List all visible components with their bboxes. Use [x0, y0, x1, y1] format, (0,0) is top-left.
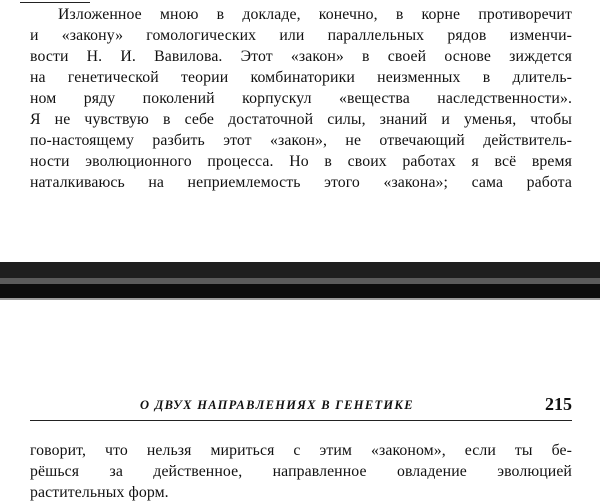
lower-text-line: растительных форм. [30, 484, 169, 501]
page-separator-band [0, 262, 600, 278]
cut-previous-line [20, 0, 90, 3]
running-head-rule [30, 420, 572, 421]
upper-text-line: Изложенное мною в докладе, конечно, в корне противоречит [58, 6, 572, 23]
upper-text-line: и «закону» гомологических или параллельных рядов изменчи- [30, 27, 572, 44]
upper-text-line: Я не чувствую в себе достаточной силы, знаний и уменья, чтобы [30, 111, 572, 128]
page-separator-band [0, 284, 600, 298]
running-head [30, 396, 572, 420]
upper-text-line: по-настоящему разбить этот «закон», не отвечающий действитель- [30, 132, 572, 149]
upper-text-line: вости Н. И. Вавилова. Этот «закон» в своей основе зиждется [30, 48, 572, 65]
upper-text-line: наталкиваюсь на неприемлемость этого «закона»; сама работа [30, 174, 572, 191]
upper-text-line: ном ряду поколений корпускул «вещества наследственности». [30, 90, 572, 107]
upper-text-line: ности эволюционного процесса. Но в своих работах я всё время [30, 153, 572, 170]
running-head-title: О ДВУХ НАПРАВЛЕНИЯХ В ГЕНЕТИКЕ [140, 398, 414, 412]
upper-text-line: на генетической теории комбинаторики неизменных в длитель- [30, 69, 572, 86]
page-number: 215 [545, 394, 572, 414]
lower-text-line: рёшься за действенное, направленное овладение эволюцией [30, 463, 572, 480]
lower-text-line: говорит, что нельзя мириться с этим «законом», если ты бе- [30, 442, 572, 459]
